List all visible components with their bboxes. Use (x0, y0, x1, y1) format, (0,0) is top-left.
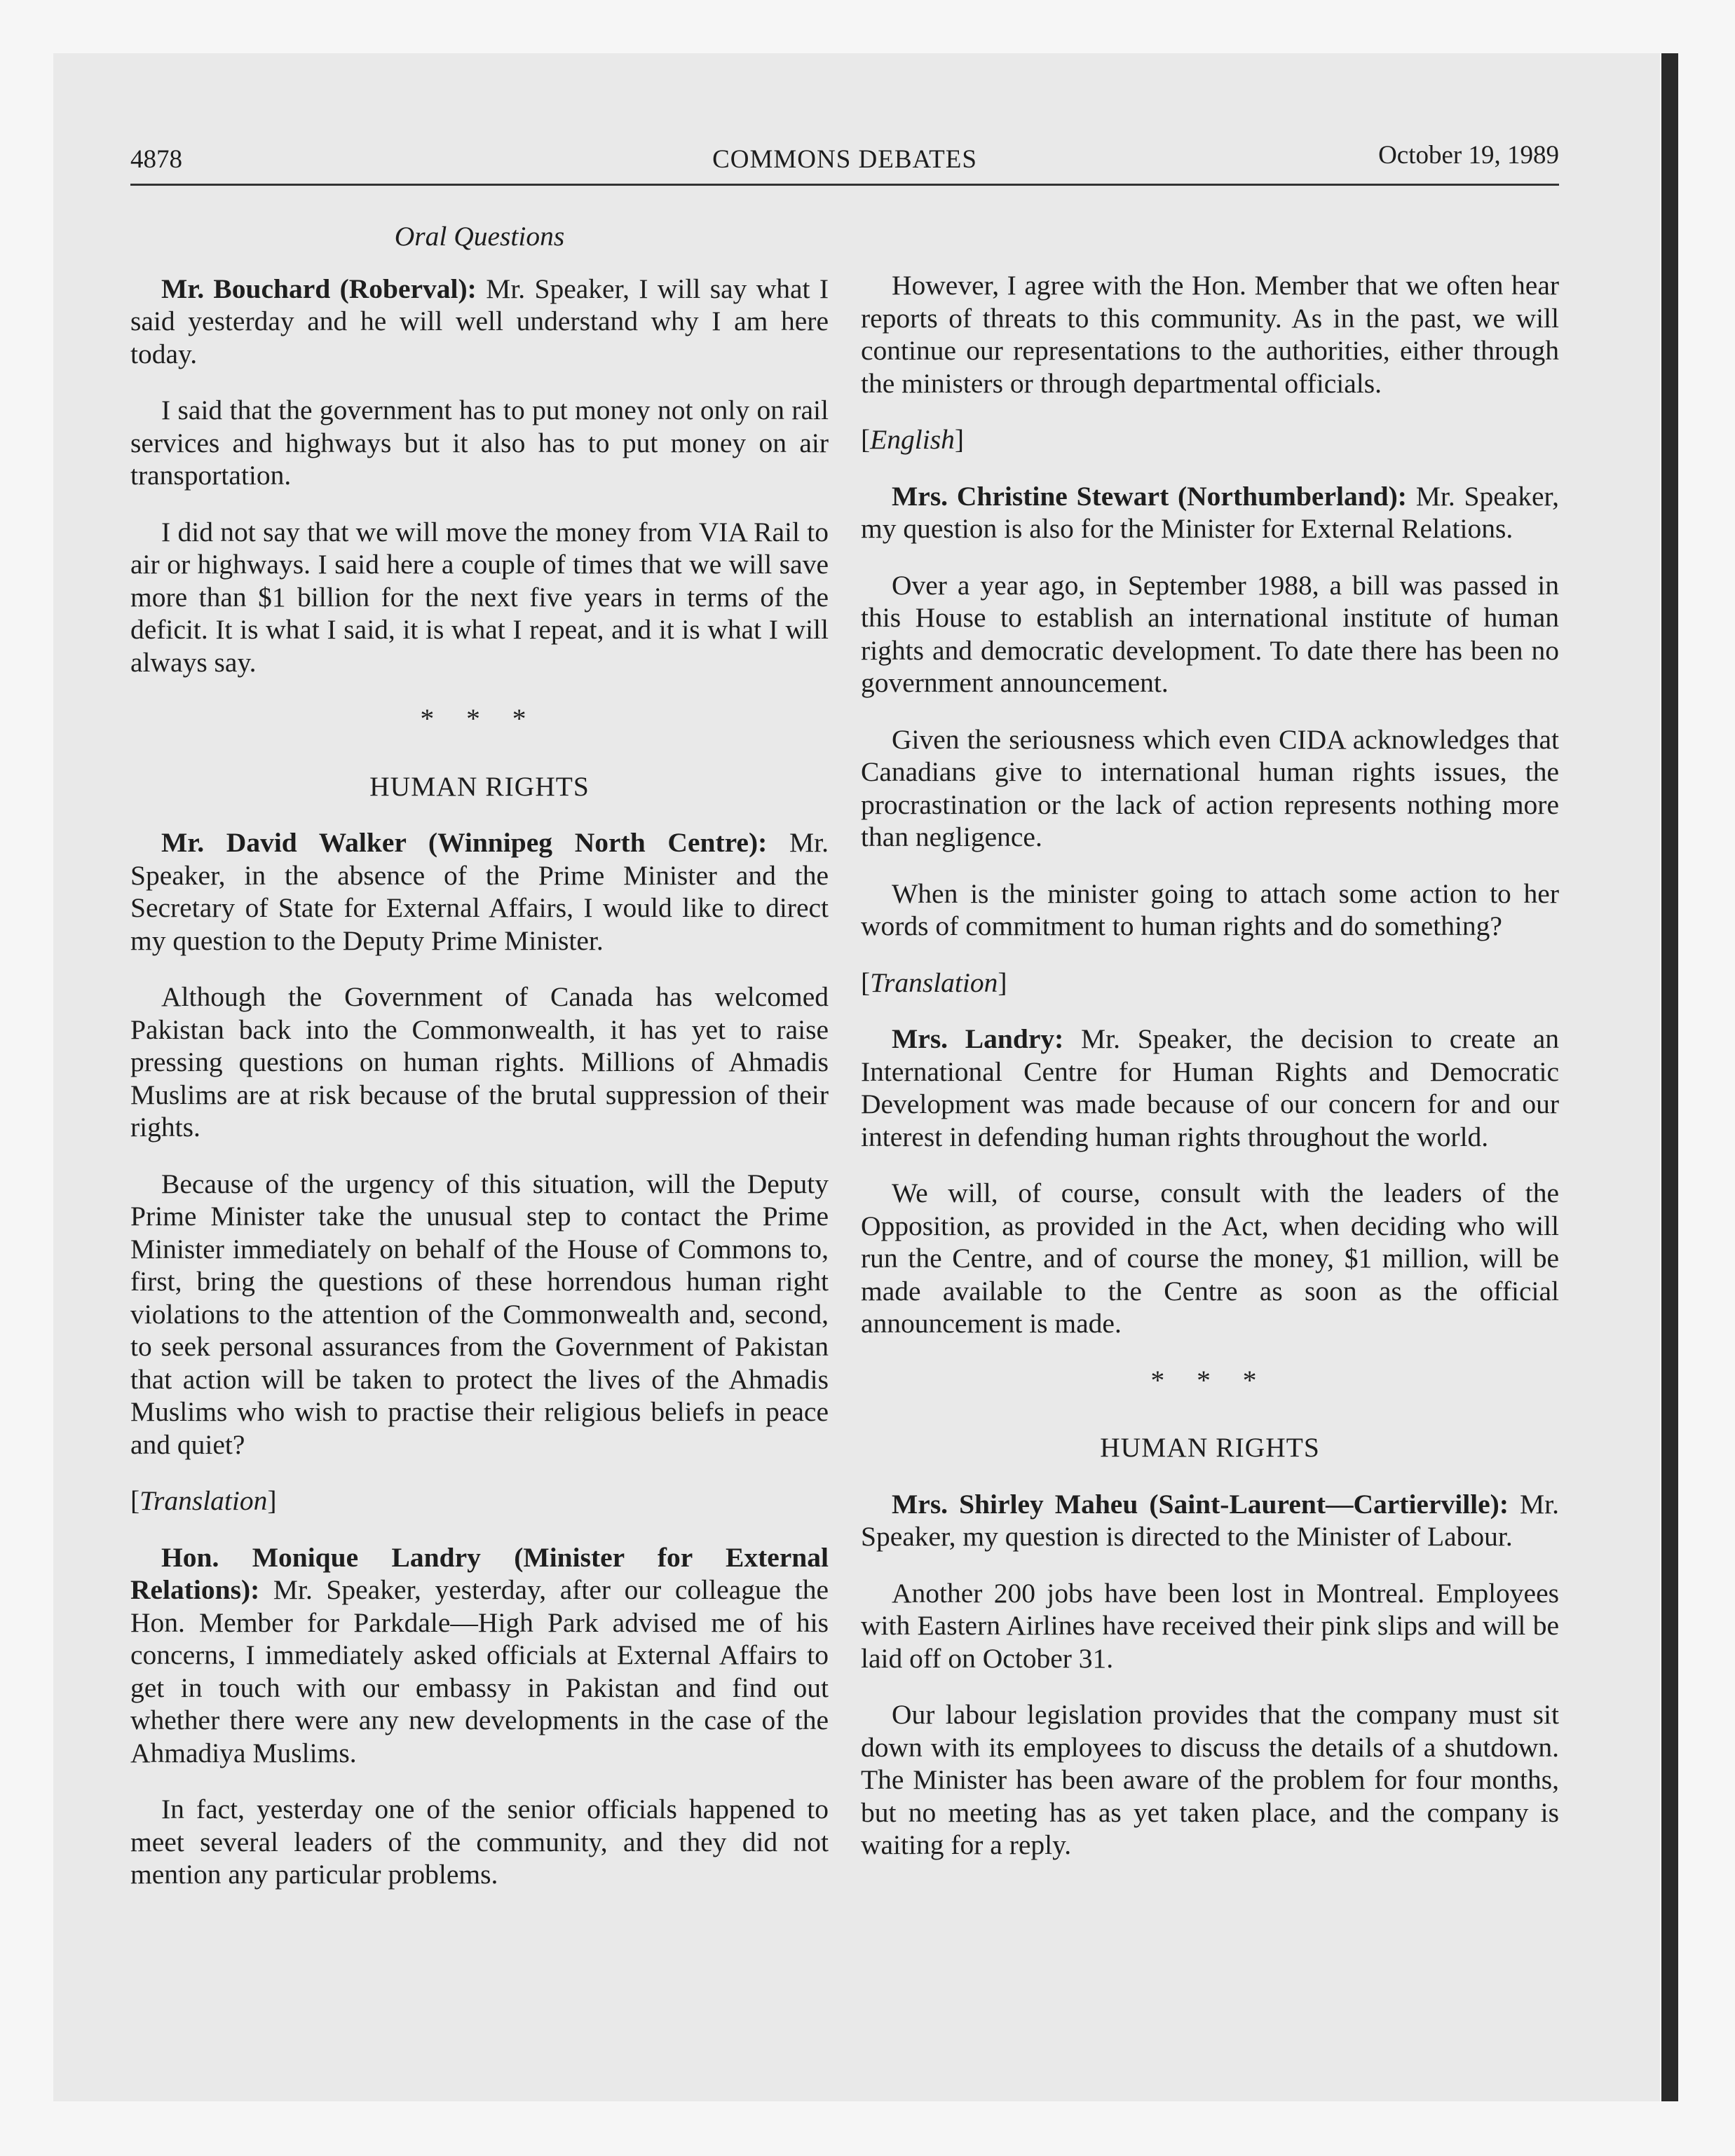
section-heading: HUMAN RIGHTS (1100, 1432, 1320, 1463)
section-separator: * * * (420, 703, 539, 734)
page-number: 4878 (130, 145, 182, 174)
section-label: Oral Questions (394, 221, 565, 252)
paragraph: Mrs. Christine Stewart (Northumberland): Mr. Speaker, my question is also for the Minister for External Relations. (861, 480, 1560, 544)
paragraph: We will, of course, consult with the leaders of the Opposition, as provided in the Act, when deciding who will run the Centre, and of course the money, $1 million, will be made available to the Centre as soon as the official announcement is made. (861, 1178, 1559, 1339)
language-marker: [Translation] (130, 1485, 277, 1516)
language-marker: [English] (861, 424, 965, 455)
paragraph: Mrs. Shirley Maheu (Saint-Laurent—Cartierville): Mr. Speaker, my question is directed to the Minister of Labour. (861, 1488, 1559, 1552)
publication-title: COMMONS DEBATES (712, 145, 977, 174)
paragraph: Although the Government of Canada has welcomed Pakistan back into the Commonwealth, it has yet to raise pressing questions on human rights. Millions of Ahmadis Muslims are at risk because of the brutal suppression of their rights. (130, 981, 829, 1142)
paragraph: Mrs. Landry: Mr. Speaker, the decision to create an International Centre for Human Rights and Democratic Development was made because of our concern for and our interest in defending human rights throughout the world. (861, 1023, 1560, 1152)
paragraph: Our labour legislation provides that the company must sit down with its employees to discuss the details of a shutdown. The Minister has been aware of the problem for four months, but no meeting has as yet taken place, and the company is waiting for a reply. (861, 1699, 1559, 1860)
left-column (130, 210, 829, 1915)
paragraph: When is the minister going to attach some action to her words of commitment to human rights and do something? (861, 878, 1559, 941)
paragraph: In fact, yesterday one of the senior officials happened to meet several leaders of the community, and they did not mention any particular problems. (130, 1794, 829, 1890)
paragraph: However, I agree with the Hon. Member that we often hear reports of threats to this community. As in the past, we will continue our representations to the authorities, either through the ministers or through departmental officials. (861, 270, 1559, 399)
speaker-name: Mr. David Walker (Winnipeg North Centre): (161, 827, 768, 858)
paragraph: I said that the government has to put money not only on rail services and highways but it also has to put money on air transportation. (130, 395, 829, 491)
paragraph: Mr. David Walker (Winnipeg North Centre): Mr. Speaker, in the absence of the Prime Minister and the Secretary of State for External Affairs, I would like to direct my question to the Deputy Prime Minister. (130, 827, 829, 956)
publication-date: October 19, 1989 (1378, 141, 1559, 170)
section-heading: HUMAN RIGHTS (369, 770, 590, 802)
paragraph: Over a year ago, in September 1988, a bill was passed in this House to establish an international institute of human rights and democratic development. To date there has been no government announcement. (861, 569, 1559, 698)
paragraph: I did not say that we will move the money from VIA Rail to air or highways. I said here a couple of times that we will save more than $1 billion for the next five years in terms of the deficit. It is what I said, it is what I repeat, and it is what I will always say. (130, 516, 829, 678)
speaker-name: Mrs. Landry: (892, 1023, 1064, 1054)
paragraph: Given the seriousness which even CIDA acknowledges that Canadians give to international human rights issues, the procrastination or the lack of action represents nothing more than negligence. (861, 723, 1559, 852)
paragraph: Another 200 jobs have been lost in Montreal. Employees with Eastern Airlines have received their pink slips and will be laid off on October 31. (861, 1577, 1559, 1674)
paragraph: Mr. Bouchard (Roberval): Mr. Speaker, I will say what I said yesterday and he will well understand why I am here today. (130, 273, 829, 369)
page-header (130, 137, 1559, 179)
scan-edge-bar (1661, 53, 1678, 2101)
speaker-name: Mrs. Christine Stewart (Northumberland): (892, 480, 1407, 512)
speaker-name: Mrs. Shirley Maheu (Saint-Laurent—Cartierville): (892, 1488, 1509, 1520)
paragraph: Because of the urgency of this situation, will the Deputy Prime Minister take the unusual step to contact the Prime Minister immediately on behalf of the House of Commons to, first, bring the questions of these horrendous human right violations to the attention of the Commonwealth and, second, to seek personal assurances from the Government of Pakistan that action will be taken to protect the lives of the Ahmadis Muslims who wish to practise their religious beliefs in peace and quiet? (130, 1168, 829, 1460)
right-column (861, 269, 1559, 1885)
speaker-name: Hon. Monique Landry (Minister for External Relations): (130, 1541, 829, 1605)
section-separator: * * * (1150, 1364, 1270, 1396)
speaker-name: Mr. Bouchard (Roberval): (161, 273, 477, 304)
language-marker: [Translation] (861, 967, 1007, 998)
header-rule (130, 184, 1559, 186)
paragraph: Hon. Monique Landry (Minister for External Relations): Mr. Speaker, yesterday, after our colleague the Hon. Member for Parkdale—High Park advised me of his concerns, I immediately asked officials at External Affairs to get in touch with our embassy in Pakistan and find out whether there were any new developments in the case of the Ahmadiya Muslims. (130, 1541, 829, 1768)
